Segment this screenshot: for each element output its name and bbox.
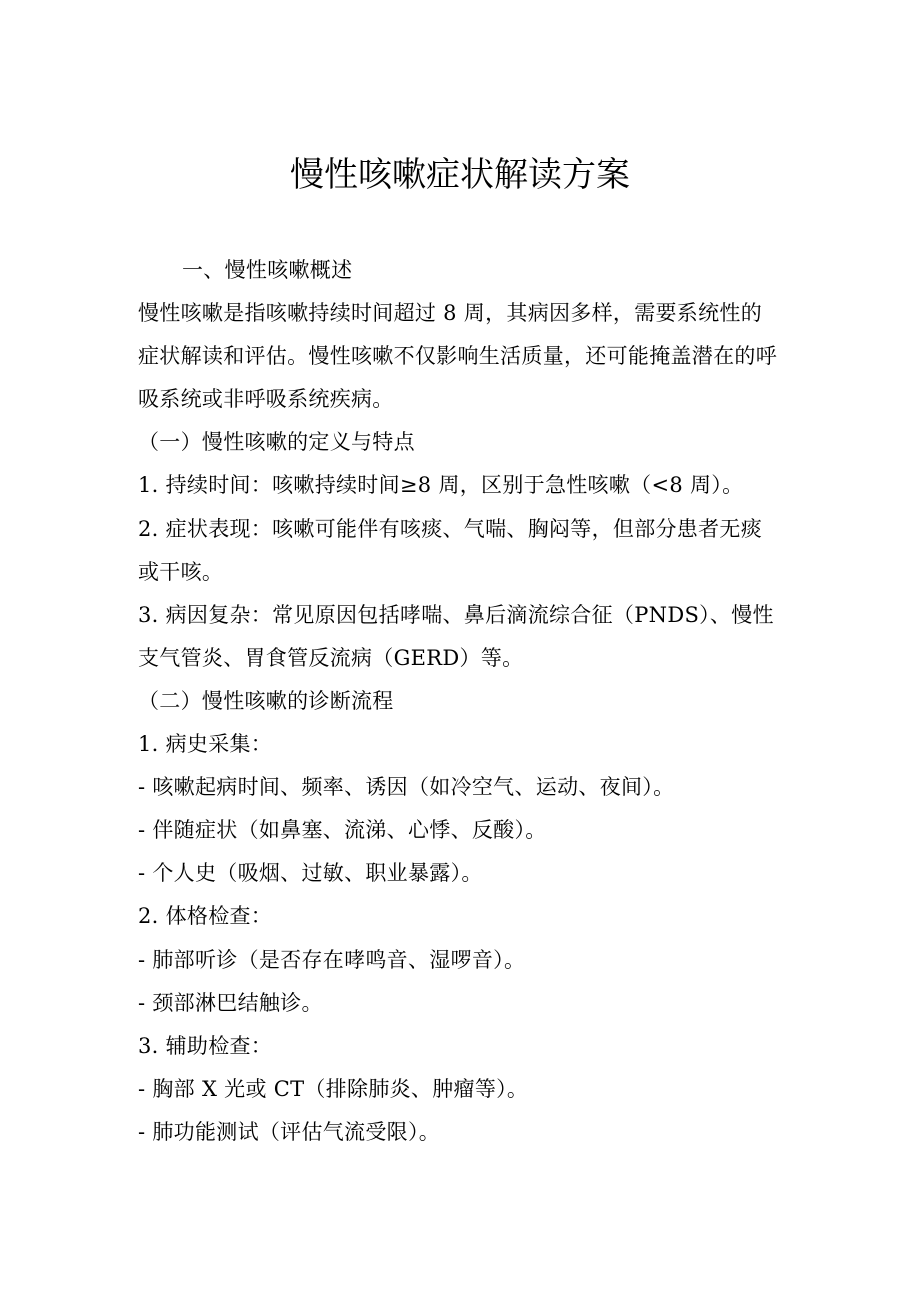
section-heading: 一、慢性咳嗽概述 [182, 258, 353, 282]
list-item: 3. 病因复杂：常见原因包括哮喘、鼻后滴流综合征（PNDS）、慢性支气管炎、胃食管反流病（GERD）等。 [138, 602, 774, 670]
subsection-heading: （二）慢性咳嗽的诊断流程 [138, 688, 394, 713]
document-title: 慢性咳嗽症状解读方案 [290, 155, 630, 195]
list-item: - 颈部淋巴结触诊。 [138, 990, 323, 1015]
intro-paragraph: 慢性咳嗽是指咳嗽持续时间超过 8 周，其病因多样，需要系统性的症状解读和评估。慢性咳嗽不仅影响生活质量，还可能掩盖潜在的呼吸系统或非呼吸系统疾病。 [138, 301, 777, 412]
list-item: - 咳嗽起病时间、频率、诱因（如冷空气、运动、夜间）。 [138, 775, 675, 800]
list-item: - 个人史（吸烟、过敏、职业暴露）。 [138, 861, 483, 886]
subsection-heading: （一）慢性咳嗽的定义与特点 [138, 430, 415, 455]
list-item: - 伴随症状（如鼻塞、流涕、心悸、反酸）。 [138, 818, 547, 843]
list-item: 2. 症状表现：咳嗽可能伴有咳痰、气喘、胸闷等，但部分患者无痰或干咳。 [138, 516, 763, 584]
list-item: 1. 持续时间：咳嗽持续时间≥8 周，区别于急性咳嗽（<8 周）。 [138, 473, 744, 498]
list-item: - 胸部 X 光或 CT（排除肺炎、肿瘤等）。 [138, 1076, 529, 1101]
list-item: 2. 体格检查： [138, 904, 273, 929]
list-item: - 肺功能测试（评估气流受限）。 [138, 1119, 441, 1144]
list-item: 1. 病史采集： [138, 732, 273, 757]
list-item: 3. 辅助检查： [138, 1033, 273, 1058]
list-item: - 肺部听诊（是否存在哮鸣音、湿啰音）。 [138, 947, 526, 972]
document-body [138, 249, 783, 1154]
